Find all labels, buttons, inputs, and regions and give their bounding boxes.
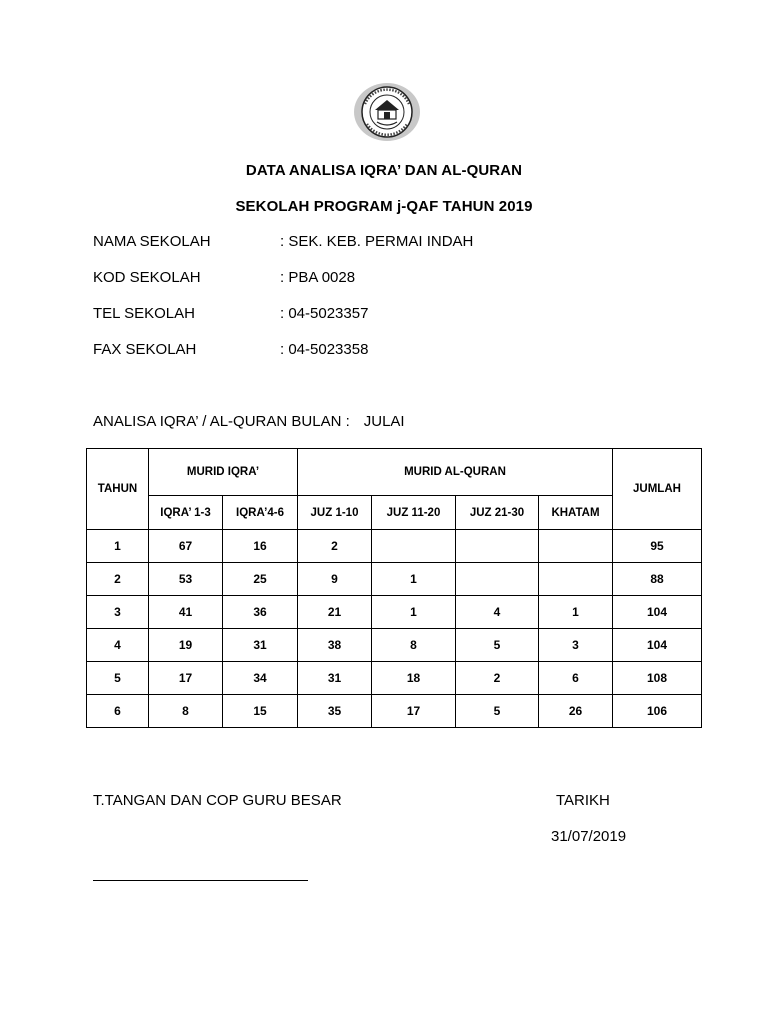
- analisa-heading: [93, 413, 405, 430]
- header-murid-iqra: MURID IQRA’: [149, 449, 298, 496]
- tarikh-label: TARIKH: [556, 792, 610, 809]
- cell-juz-1-10: 35: [298, 695, 372, 728]
- tel-sekolah-value: : 04-5023357: [280, 305, 369, 322]
- subheader-juz-21-30: JUZ 21-30: [456, 496, 539, 530]
- cell-juz-11-20: 1: [372, 563, 456, 596]
- cell-jumlah: 95: [613, 530, 702, 563]
- cell-juz-21-30: 4: [456, 596, 539, 629]
- cell-iqra-4-6: 16: [223, 530, 298, 563]
- tarikh-value: 31/07/2019: [551, 828, 627, 845]
- cell-iqra-1-3: 8: [149, 695, 223, 728]
- cell-juz-1-10: 21: [298, 596, 372, 629]
- cell-jumlah: 104: [613, 596, 702, 629]
- header-tahun: TAHUN: [87, 449, 149, 530]
- cell-iqra-4-6: 15: [223, 695, 298, 728]
- cell-jumlah: 108: [613, 662, 702, 695]
- cell-juz-21-30: 2: [456, 662, 539, 695]
- cell-tahun: 6: [87, 695, 149, 728]
- cell-tahun: 5: [87, 662, 149, 695]
- cell-iqra-4-6: 34: [223, 662, 298, 695]
- cell-tahun: 2: [87, 563, 149, 596]
- cell-khatam: [539, 563, 613, 596]
- cell-khatam: 1: [539, 596, 613, 629]
- subheader-juz-11-20: JUZ 11-20: [372, 496, 456, 530]
- cell-juz-21-30: [456, 563, 539, 596]
- signature-label: T.TANGAN DAN COP GURU BESAR: [93, 792, 342, 809]
- cell-khatam: [539, 530, 613, 563]
- cell-khatam: 3: [539, 629, 613, 662]
- cell-iqra-1-3: 17: [149, 662, 223, 695]
- cell-iqra-4-6: 31: [223, 629, 298, 662]
- cell-juz-21-30: [456, 530, 539, 563]
- page-subtitle: SEKOLAH PROGRAM j-QAF TAHUN 2019: [235, 198, 533, 215]
- cell-juz-1-10: 31: [298, 662, 372, 695]
- cell-iqra-1-3: 41: [149, 596, 223, 629]
- cell-jumlah: 106: [613, 695, 702, 728]
- tel-sekolah-label: TEL SEKOLAH: [93, 305, 195, 322]
- nama-sekolah-value: : SEK. KEB. PERMAI INDAH: [280, 233, 474, 250]
- signature-line: [93, 880, 308, 881]
- cell-iqra-4-6: 36: [223, 596, 298, 629]
- page-title: DATA ANALISA IQRA’ DAN AL-QURAN: [245, 162, 523, 179]
- cell-tahun: 4: [87, 629, 149, 662]
- cell-juz-1-10: 9: [298, 563, 372, 596]
- cell-tahun: 1: [87, 530, 149, 563]
- subheader-iqra-4-6: IQRA’4-6: [223, 496, 298, 530]
- cell-jumlah: 88: [613, 563, 702, 596]
- cell-iqra-1-3: 19: [149, 629, 223, 662]
- cell-khatam: 26: [539, 695, 613, 728]
- analisa-label: ANALISA IQRA’ / AL-QURAN BULAN :: [93, 413, 350, 430]
- table-row: [87, 563, 702, 596]
- cell-tahun: 3: [87, 596, 149, 629]
- cell-iqra-4-6: 25: [223, 563, 298, 596]
- cell-juz-11-20: [372, 530, 456, 563]
- cell-juz-21-30: 5: [456, 695, 539, 728]
- table-row: [87, 695, 702, 728]
- cell-juz-11-20: 1: [372, 596, 456, 629]
- cell-juz-21-30: 5: [456, 629, 539, 662]
- analisa-month: JULAI: [363, 413, 405, 430]
- cell-iqra-1-3: 67: [149, 530, 223, 563]
- cell-juz-1-10: 2: [298, 530, 372, 563]
- fax-sekolah-label: FAX SEKOLAH: [93, 341, 197, 358]
- cell-khatam: 6: [539, 662, 613, 695]
- subheader-khatam: KHATAM: [539, 496, 613, 530]
- fax-sekolah-value: : 04-5023358: [280, 341, 369, 358]
- kod-sekolah-value: : PBA 0028: [280, 269, 356, 286]
- analysis-table: [86, 448, 702, 728]
- cell-juz-1-10: 38: [298, 629, 372, 662]
- header-jumlah: JUMLAH: [613, 449, 702, 530]
- kod-sekolah-label: KOD SEKOLAH: [93, 269, 201, 286]
- table-row: [87, 629, 702, 662]
- cell-jumlah: 104: [613, 629, 702, 662]
- cell-iqra-1-3: 53: [149, 563, 223, 596]
- table-row: [87, 530, 702, 563]
- table-row: [87, 662, 702, 695]
- cell-juz-11-20: 17: [372, 695, 456, 728]
- cell-juz-11-20: 18: [372, 662, 456, 695]
- school-crest-icon: [353, 82, 421, 142]
- header-murid-al-quran: MURID AL-QURAN: [298, 449, 613, 496]
- subheader-iqra-1-3: IQRA’ 1-3: [149, 496, 223, 530]
- cell-juz-11-20: 8: [372, 629, 456, 662]
- subheader-juz-1-10: JUZ 1-10: [298, 496, 372, 530]
- table-row: [87, 596, 702, 629]
- nama-sekolah-label: NAMA SEKOLAH: [93, 233, 211, 250]
- school-logo: [353, 82, 421, 142]
